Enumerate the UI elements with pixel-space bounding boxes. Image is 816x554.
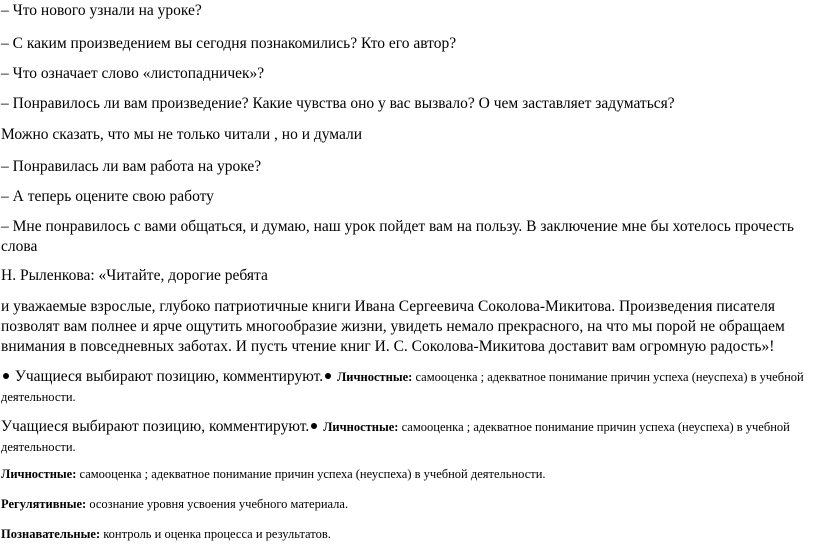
- question-word-meaning: – Что означает слово «листопадничек»?: [1, 65, 265, 82]
- instruction-self-assessment: – А теперь оцените свою работу: [1, 188, 214, 205]
- quote-body: и уважаемые взрослые, глубоко патриотичные книги Ивана Сергеевича Соколова-Микитова. Произведения писателя позволят вам полнее и ярче ощутить многообразие жизни, увидеть немало прекрасного, на что мы порой не обращаем внимания в повседневных заботах. И пусть чтение книг И. С. Соколова-Микитова доставит вам огромную радость»!: [1, 298, 785, 355]
- block2-main-text: Учащиеся выбирают позицию, комментируют.: [1, 418, 310, 435]
- question-liked-lesson: – Понравилась ли вам работа на уроке?: [1, 158, 262, 175]
- ud-personal: [1, 466, 806, 483]
- block2-label: Личностные:: [323, 420, 399, 434]
- bullet-icon: [325, 373, 331, 379]
- question-new-learned: – Что нового узнали на уроке?: [1, 2, 202, 19]
- block1-text: самооценка ; адекватное понимание причин успеха (неуспеха) в учебной деятельности.: [1, 370, 804, 404]
- bullet-icon: [311, 423, 317, 429]
- block1-label: Личностные:: [336, 370, 413, 384]
- closing-remarks: – Мне понравилось с вами общаться, и думаю, наш урок пойдет вам на пользу. В заключение мне бы хотелось прочесть слова: [1, 218, 794, 255]
- question-liked-work: – Понравилось ли вам произведение? Какие чувства оно у вас вызвало? О чем заставляет задуматься?: [1, 95, 675, 112]
- reflection-block-2: [1, 417, 806, 457]
- ud-regulatory-label: Регулятивные:: [1, 497, 87, 511]
- ud-personal-text: самооценка ; адекватное понимание причин успеха (неуспеха) в учебной деятельности.: [76, 467, 546, 481]
- ud-cognitive-text: контроль и оценка процесса и результатов.: [100, 527, 331, 541]
- quote-intro: Н. Рыленкова: «Читайте, дорогие ребята: [1, 267, 268, 284]
- ud-regulatory: [1, 496, 806, 513]
- ud-cognitive-label: Познавательные:: [1, 527, 101, 541]
- ud-cognitive: [1, 526, 806, 543]
- bullet-icon: [3, 373, 9, 379]
- statement-read-and-thought: Можно сказать, что мы не только читали , но и думали: [1, 126, 363, 143]
- ud-personal-label: Личностные:: [1, 467, 77, 481]
- question-work-author: – С каким произведением вы сегодня познакомились? Кто его автор?: [1, 35, 457, 52]
- block1-main-text: Учащиеся выбирают позицию, комментируют.: [14, 368, 324, 385]
- block2-text: самооценка ; адекватное понимание причин успеха (неуспеха) в учебной деятельности.: [1, 420, 790, 454]
- ud-regulatory-text: осознание уровня усвоения учебного материала.: [86, 497, 349, 511]
- reflection-block-1: [1, 367, 806, 407]
